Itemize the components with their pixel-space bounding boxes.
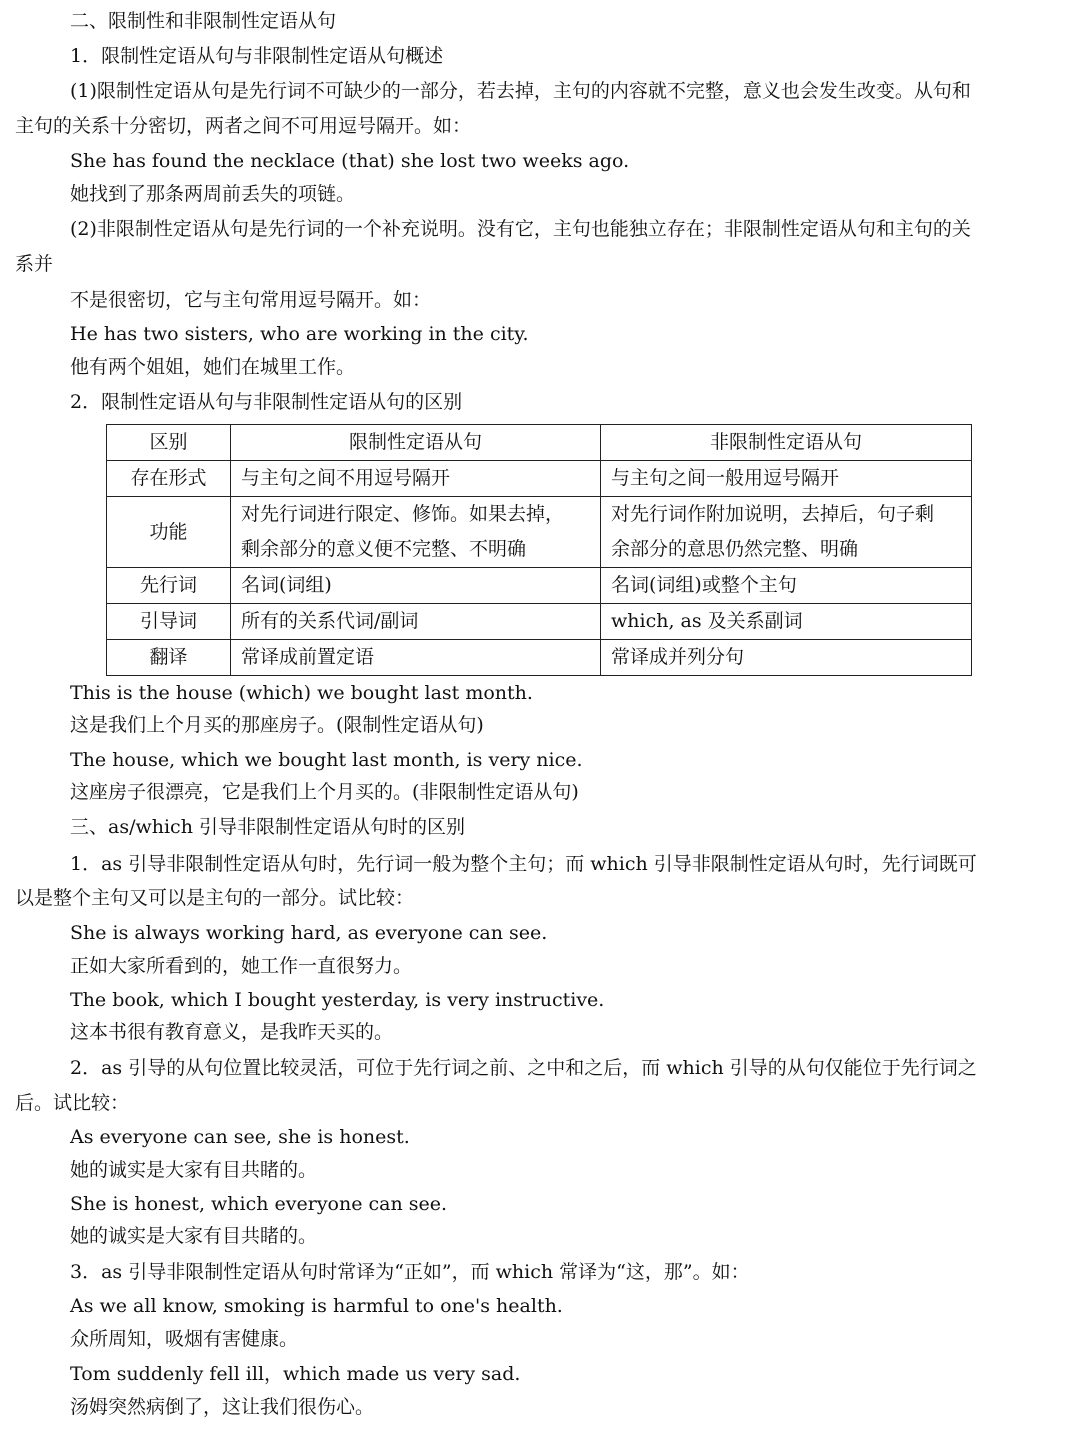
example-chinese: 这本书很有教育意义，是我昨天买的。: [70, 1021, 394, 1043]
subsection-heading: 2．限制性定语从句与非限制性定语从句的区别: [70, 391, 463, 413]
example-chinese: 她的诚实是大家有目共睹的。: [70, 1225, 318, 1247]
table-cell: [601, 497, 972, 568]
table-row-label: 功能: [107, 497, 231, 568]
example-english: This is the house (which) we bought last month.: [70, 682, 533, 704]
example-english: She is honest, which everyone can see.: [70, 1193, 448, 1215]
paragraph-line: 后。试比较：: [15, 1092, 130, 1114]
paragraph-line: (2)非限制性定语从句是先行词的一个补充说明。没有它，主句也能独立存在；非限制性定语从句和主句的关: [70, 218, 971, 240]
table-cell-line: 对先行词作附加说明，去掉后，句子剩: [611, 503, 935, 525]
paragraph-line: 2．as 引导的从句位置比较灵活，可位于先行词之前、之中和之后，而 which 引导的从句仅能位于先行词之: [70, 1057, 977, 1079]
example-english: The house, which we bought last month, is very nice.: [70, 749, 583, 771]
section-heading: 二、限制性和非限制性定语从句: [70, 10, 337, 32]
table-cell: 名词(词组)或整个主句: [601, 568, 972, 604]
paragraph-line: 不是很密切，它与主句常用逗号隔开。如：: [70, 289, 432, 311]
example-english: She has found the necklace (that) she lost two weeks ago.: [70, 150, 630, 172]
table-row: [107, 497, 972, 568]
subsection-heading: 1．限制性定语从句与非限制性定语从句概述: [70, 45, 444, 67]
example-english: The book, which I bought yesterday, is very instructive.: [70, 989, 605, 1011]
paragraph-line: 系并: [15, 253, 54, 275]
example-english: He has two sisters, who are working in the city.: [70, 323, 529, 345]
table-cell: 名词(词组): [231, 568, 601, 604]
table-cell: 与主句之间一般用逗号隔开: [601, 461, 972, 497]
paragraph-line: (1)限制性定语从句是先行词不可缺少的一部分，若去掉，主句的内容就不完整，意义也会发生改变。从句和: [70, 80, 971, 102]
table-cell: [231, 497, 601, 568]
table-cell: 与主句之间不用逗号隔开: [231, 461, 601, 497]
table-row: [107, 568, 972, 604]
example-chinese: 这是我们上个月买的那座房子。(限制性定语从句): [70, 714, 484, 736]
example-english: As everyone can see, she is honest.: [70, 1126, 410, 1148]
example-english: She is always working hard, as everyone can see.: [70, 922, 548, 944]
section-heading: 三、as/which 引导非限制性定语从句时的区别: [70, 816, 465, 838]
paragraph-line: 以是整个主句又可以是主句的一部分。试比较：: [15, 887, 415, 909]
example-chinese: 这座房子很漂亮，它是我们上个月买的。(非限制性定语从句): [70, 781, 579, 803]
table-row-label: 存在形式: [107, 461, 231, 497]
paragraph-line: 主句的关系十分密切，两者之间不可用逗号隔开。如：: [15, 115, 472, 137]
comparison-table: [106, 424, 972, 676]
table-cell: 所有的关系代词/副词: [231, 604, 601, 640]
example-chinese: 她找到了那条两周前丢失的项链。: [70, 183, 356, 205]
example-chinese: 她的诚实是大家有目共睹的。: [70, 1159, 318, 1181]
table-row-label: 翻译: [107, 640, 231, 676]
example-chinese: 众所周知，吸烟有害健康。: [70, 1328, 299, 1350]
paragraph-line: 3．as 引导非限制性定语从句时常译为“正如”，而 which 常译为“这，那”。如：: [70, 1261, 750, 1283]
paragraph-line: 1．as 引导非限制性定语从句时，先行词一般为整个主句；而 which 引导非限制性定语从句时，先行词既可: [70, 853, 977, 875]
table-header-cell: 限制性定语从句: [231, 425, 601, 461]
table-header-cell: 区别: [107, 425, 231, 461]
example-english: As we all know, smoking is harmful to one's health.: [70, 1295, 563, 1317]
table-cell-line: 余部分的意思仍然完整、明确: [611, 538, 859, 560]
table-header-row: [107, 425, 972, 461]
example-chinese: 他有两个姐姐，她们在城里工作。: [70, 356, 356, 378]
table-row: [107, 461, 972, 497]
example-chinese: 汤姆突然病倒了，这让我们很伤心。: [70, 1396, 375, 1418]
table-row: [107, 640, 972, 676]
example-english: Tom suddenly fell ill，which made us very sad.: [70, 1363, 521, 1385]
table-cell: 常译成并列分句: [601, 640, 972, 676]
table-cell: which, as 及关系副词: [601, 604, 972, 640]
table-row: [107, 604, 972, 640]
example-chinese: 正如大家所看到的，她工作一直很努力。: [70, 955, 413, 977]
table-row-label: 先行词: [107, 568, 231, 604]
table-cell: 常译成前置定语: [231, 640, 601, 676]
table-header-cell: 非限制性定语从句: [601, 425, 972, 461]
table-cell-line: 剩余部分的意义便不完整、不明确: [241, 538, 527, 560]
table-row-label: 引导词: [107, 604, 231, 640]
table-cell-line: 对先行词进行限定、修饰。如果去掉，: [241, 503, 565, 525]
